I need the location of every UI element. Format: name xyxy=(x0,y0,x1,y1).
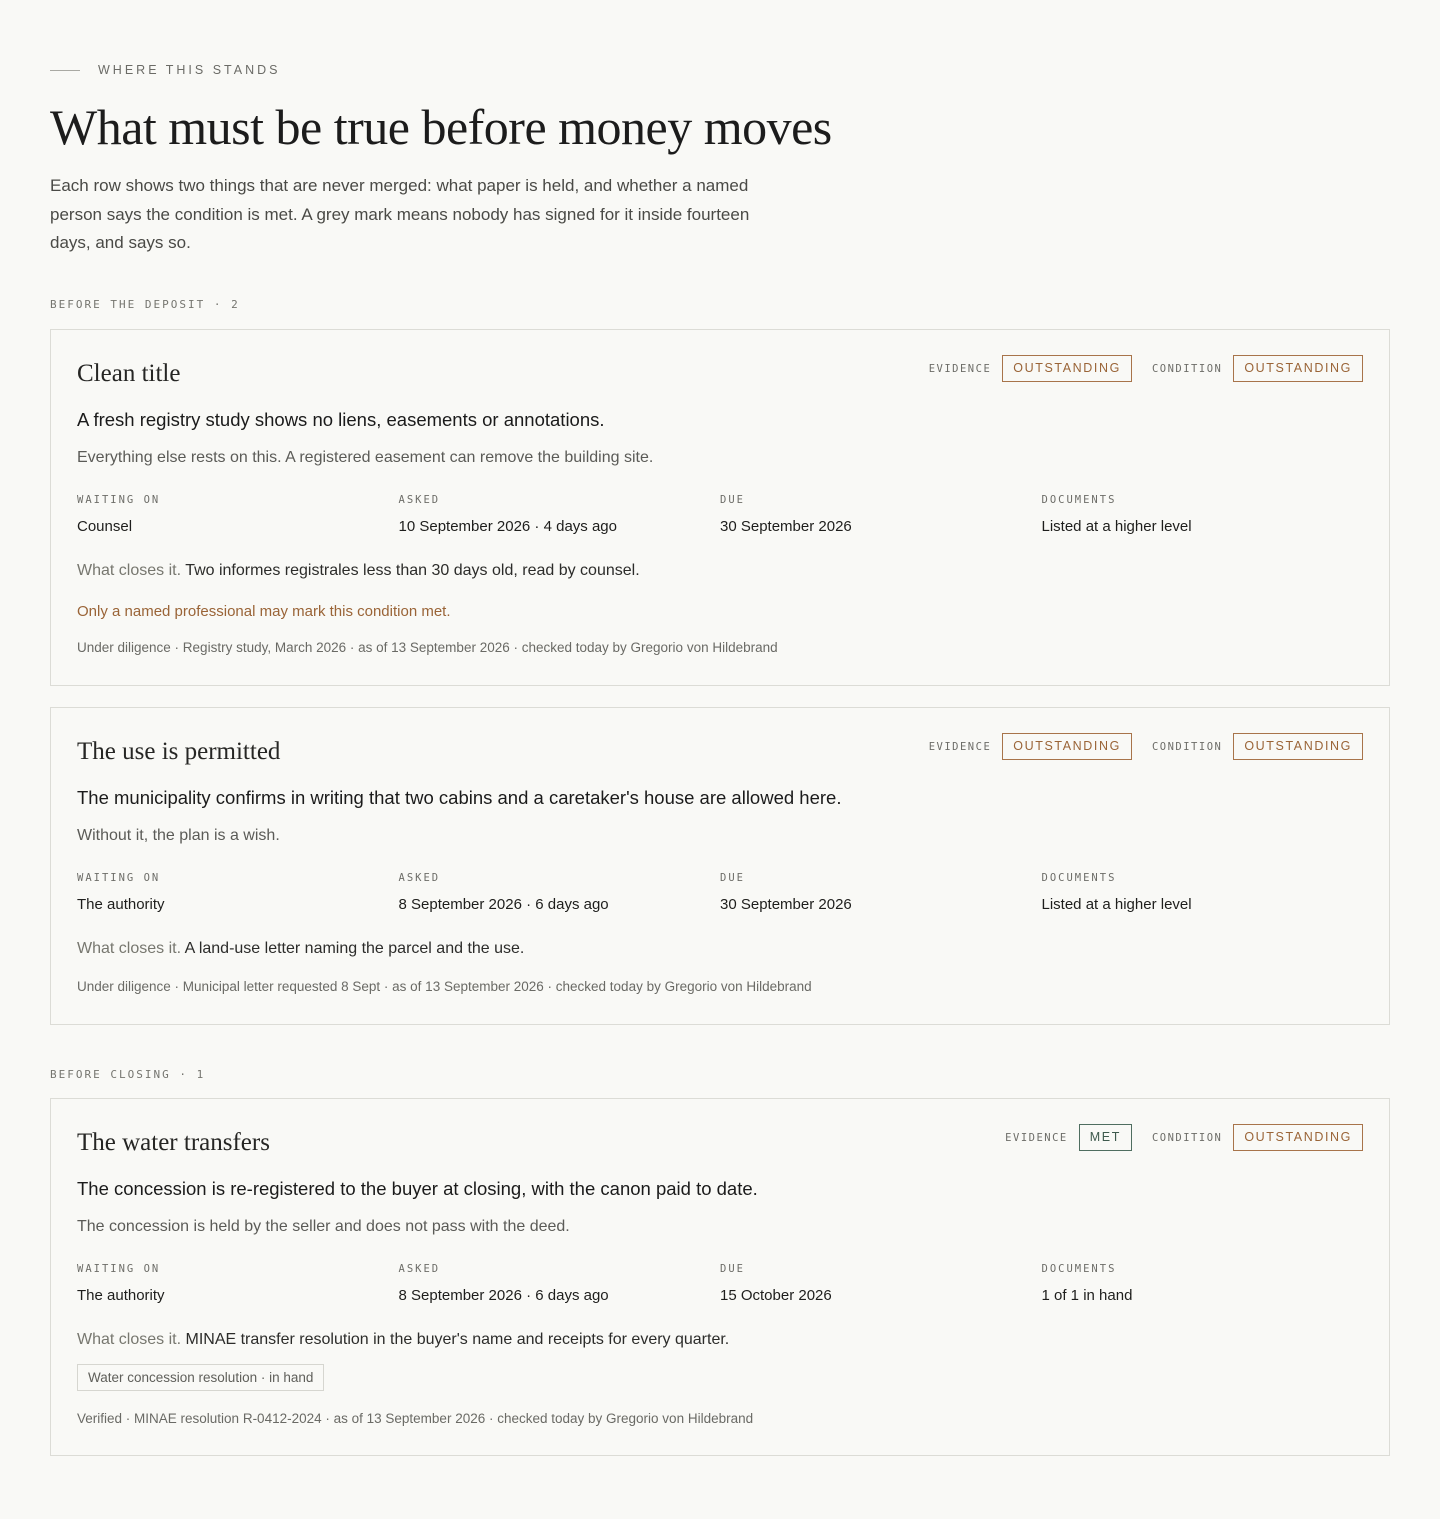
meta-waiting-on xyxy=(77,1263,399,1304)
what-closes-it-text: A land-use letter naming the parcel and the use. xyxy=(184,940,525,957)
condition-name: The use is permitted xyxy=(77,738,281,765)
condition-statement: A fresh registry study shows no liens, easements or annotations. xyxy=(77,409,605,430)
meta-value: 1 of 1 in hand xyxy=(1041,1287,1133,1304)
meta-value: 8 September 2026 · 6 days ago xyxy=(398,896,609,913)
meta-due xyxy=(720,494,1042,535)
condition-card-use-permitted xyxy=(50,707,1390,1025)
what-closes-it xyxy=(77,1331,729,1349)
eyebrow xyxy=(50,63,281,77)
professional-warning: Only a named professional may mark this condition met. xyxy=(77,603,451,620)
what-closes-it-text: Two informes registrales less than 30 days old, read by counsel. xyxy=(185,562,640,579)
meta-key: DOCUMENTS xyxy=(1041,1263,1117,1275)
condition-statement: The concession is re-registered to the buyer at closing, with the canon paid to date. xyxy=(77,1178,758,1199)
meta-documents xyxy=(1042,1263,1364,1304)
meta-asked xyxy=(399,1263,721,1304)
meta-key: DOCUMENTS xyxy=(1041,494,1117,506)
condition-note: Everything else rests on this. A registered easement can remove the building site. xyxy=(77,449,654,466)
condition-note: The concession is held by the seller and does not pass with the deed. xyxy=(77,1218,570,1235)
section-label-before-closing: BEFORE CLOSING · 1 xyxy=(50,1068,206,1081)
condition-status-badge: OUTSTANDING xyxy=(1233,1124,1363,1151)
page-lede: Each row shows two things that are never merged: what paper is held, and whether a named person says the condition is met. A grey mark means nobody has signed for it inside fourteen days, and says so. xyxy=(50,176,750,252)
meta-value: Listed at a higher level xyxy=(1041,896,1192,913)
meta-value: 30 September 2026 xyxy=(720,518,852,535)
meta-asked xyxy=(399,494,721,535)
condition-status-badge: OUTSTANDING xyxy=(1233,355,1363,382)
condition-status-badge: OUTSTANDING xyxy=(1233,733,1363,760)
meta-value: 30 September 2026 xyxy=(720,896,852,913)
meta-documents xyxy=(1042,494,1364,535)
meta-value: Counsel xyxy=(77,518,133,535)
meta-value: 15 October 2026 xyxy=(720,1287,832,1304)
meta-value: The authority xyxy=(77,896,165,913)
evidence-label: EVIDENCE xyxy=(928,740,992,753)
meta-documents xyxy=(1042,872,1364,913)
meta-key: ASKED xyxy=(398,494,441,506)
meta-waiting-on xyxy=(77,494,399,535)
what-closes-it-label: What closes it. xyxy=(77,940,182,957)
meta-value: Listed at a higher level xyxy=(1041,518,1192,535)
meta-value: 8 September 2026 · 6 days ago xyxy=(398,1287,609,1304)
status-badges xyxy=(929,355,1363,382)
condition-card-clean-title xyxy=(50,329,1390,686)
condition-card-water-transfers xyxy=(50,1098,1390,1456)
meta-key: WAITING ON xyxy=(77,494,161,506)
meta-key: DUE xyxy=(720,872,745,884)
meta-due xyxy=(720,872,1042,913)
condition-label: CONDITION xyxy=(1151,362,1223,375)
what-closes-it xyxy=(77,562,640,580)
meta-key: WAITING ON xyxy=(77,872,161,884)
eyebrow-rule xyxy=(50,70,80,71)
condition-name: The water transfers xyxy=(77,1129,270,1156)
meta-grid xyxy=(77,494,1363,535)
evidence-label: EVIDENCE xyxy=(1005,1131,1068,1144)
what-closes-it-label: What closes it. xyxy=(77,1331,182,1348)
meta-key: DOCUMENTS xyxy=(1041,872,1117,884)
meta-key: ASKED xyxy=(398,872,441,884)
meta-key: DUE xyxy=(720,494,745,506)
what-closes-it-label: What closes it. xyxy=(77,562,182,579)
condition-label: CONDITION xyxy=(1151,740,1223,753)
evidence-status-badge: OUTSTANDING xyxy=(1002,733,1132,760)
evidence-status-badge: MET xyxy=(1079,1124,1132,1151)
meta-asked xyxy=(399,872,721,913)
meta-grid xyxy=(77,1263,1363,1304)
condition-label: CONDITION xyxy=(1151,1131,1223,1144)
meta-due xyxy=(720,1263,1042,1304)
meta-waiting-on xyxy=(77,872,399,913)
section-label-before-deposit: BEFORE THE DEPOSIT · 2 xyxy=(50,298,240,311)
condition-note: Without it, the plan is a wish. xyxy=(77,827,280,844)
page-title: What must be true before money moves xyxy=(50,99,832,155)
condition-statement: The municipality confirms in writing that two cabins and a caretaker's house are allowed here. xyxy=(77,787,842,808)
condition-name: Clean title xyxy=(77,360,181,387)
meta-grid xyxy=(77,872,1363,913)
evidence-label: EVIDENCE xyxy=(928,362,992,375)
meta-key: WAITING ON xyxy=(77,1263,161,1275)
condition-footnote: Under diligence · Registry study, March 2026 · as of 13 September 2026 · checked today by Gregorio von Hildebrand xyxy=(77,640,778,655)
meta-value: 10 September 2026 · 4 days ago xyxy=(398,518,617,535)
meta-value: The authority xyxy=(77,1287,165,1304)
document-chip[interactable]: Water concession resolution · in hand xyxy=(77,1364,324,1391)
condition-footnote: Under diligence · Municipal letter requested 8 Sept · as of 13 September 2026 · checked today by Gregorio von Hildebrand xyxy=(77,979,812,994)
status-badges xyxy=(1005,1124,1363,1151)
what-closes-it xyxy=(77,940,524,958)
eyebrow-text: WHERE THIS STANDS xyxy=(98,63,281,77)
meta-key: DUE xyxy=(720,1263,745,1275)
meta-key: ASKED xyxy=(398,1263,441,1275)
status-badges xyxy=(929,733,1363,760)
condition-footnote: Verified · MINAE resolution R-0412-2024 · as of 13 September 2026 · checked today by Gregorio von Hildebrand xyxy=(77,1411,754,1426)
evidence-status-badge: OUTSTANDING xyxy=(1002,355,1132,382)
what-closes-it-text: MINAE transfer resolution in the buyer's name and receipts for every quarter. xyxy=(185,1331,730,1348)
